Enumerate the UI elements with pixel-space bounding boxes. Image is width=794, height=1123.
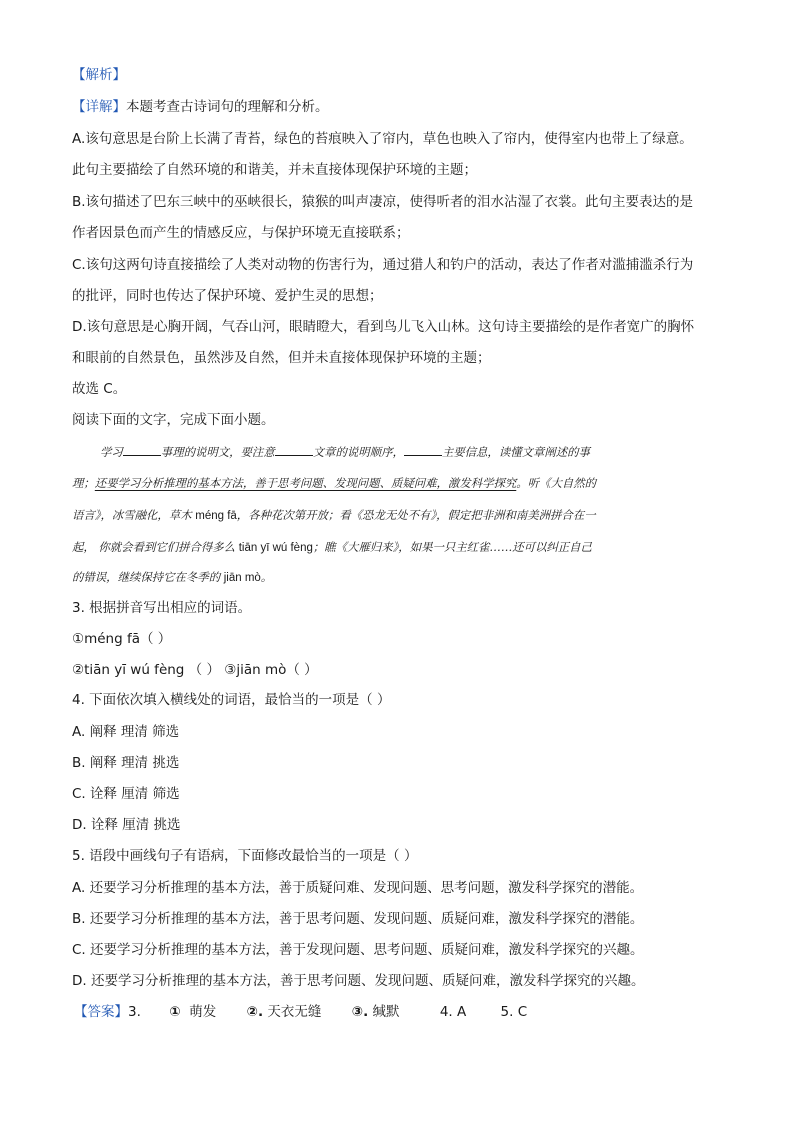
q4-option-d: D. 诠释 厘清 挑选 bbox=[72, 817, 181, 833]
answer-q4: 4. A bbox=[439, 1004, 467, 1020]
answer-item-3 bbox=[352, 1002, 400, 1022]
q4-stem: 4. 下面依次填入横线处的词语，最恰当的一项是（ ） bbox=[72, 692, 391, 708]
analysis-line-c2: 的批评，同时也传达了保护环境、爱护生灵的思想； bbox=[72, 288, 383, 304]
reading-instruction: 阅读下面的文字，完成下面小题。 bbox=[72, 412, 275, 428]
passage-line-4 bbox=[72, 538, 732, 557]
answer-text: 缄默 bbox=[372, 1004, 400, 1020]
analysis-line-d2: 和眼前的自然景色，虽然涉及自然，但并未直接体现保护环境的主题； bbox=[72, 350, 491, 366]
pinyin-tianyiwufeng: tiān yī wú fèng bbox=[238, 542, 313, 554]
passage-text: 文章的说明顺序， bbox=[312, 445, 404, 459]
passage-text: 起， 你就会看到它们拼合得多么 bbox=[72, 540, 236, 554]
analysis-conclusion: 故选 C。 bbox=[72, 381, 127, 397]
passage-text: 。听《大自然的 bbox=[516, 476, 597, 490]
answer-marker: ②. bbox=[246, 1004, 264, 1020]
passage-text: 理； bbox=[72, 476, 95, 490]
passage-text: 事理的说明文，要注意 bbox=[160, 445, 275, 459]
q4-option-b: B. 阐释 理清 挑选 bbox=[72, 755, 180, 771]
analysis-line-b2: 作者因景色而产生的情感反应，与保护环境无直接联系； bbox=[72, 225, 410, 241]
answer-marker: ③. bbox=[351, 1004, 369, 1020]
passage-line-5 bbox=[72, 568, 732, 587]
answer-label: 【答案】 bbox=[74, 1004, 128, 1020]
detail-label: 【详解】 bbox=[72, 99, 126, 115]
analysis-line-b1: B.该句描述了巴东三峡中的巫峡很长，猿猴的叫声凄凉，使得听者的泪水沾湿了衣裳。此句主要表达的是 bbox=[72, 194, 694, 210]
analysis-line-a1: A.该句意思是台阶上长满了青苔，绿色的苔痕映入了帘内，草色也映入了帘内，使得室内也带上了绿意。 bbox=[72, 131, 693, 147]
answer-text: 天衣无缝 bbox=[267, 1004, 322, 1020]
passage-text: 。 bbox=[260, 570, 273, 584]
fill-blank-1 bbox=[123, 442, 161, 456]
q5-stem: 5. 语段中画线句子有语病，下面修改最恰当的一项是（ ） bbox=[72, 848, 418, 864]
q5-option-c: C. 还要学习分析推理的基本方法，善于发现问题、思考问题、质疑问难，激发科学探究的兴趣。 bbox=[72, 942, 644, 958]
q3-item-1: ①méng fā（ ） bbox=[72, 631, 172, 647]
passage-text: 学习 bbox=[100, 445, 123, 459]
passage-text: 主要信息，读懂文章阐述的事 bbox=[441, 445, 590, 459]
analysis-heading: 【解析】 bbox=[72, 67, 126, 83]
q4-option-c: C. 诠释 厘清 筛选 bbox=[72, 786, 180, 802]
q5-option-a: A. 还要学习分析推理的基本方法，善于质疑问难、发现问题、思考问题，激发科学探究的潜能。 bbox=[72, 880, 644, 896]
passage-text: 语言》，冰雪融化，草木 bbox=[72, 508, 192, 522]
answer-marker: ① bbox=[169, 1004, 181, 1020]
passage-line-3 bbox=[72, 506, 732, 525]
passage-text: ，各种花次第开放；看《恐龙无处不有》，假定把非洲和南美洲拼合在一 bbox=[236, 508, 596, 522]
q5-option-b: B. 还要学习分析推理的基本方法，善于思考问题、发现问题、质疑问难，激发科学探究的潜能。 bbox=[72, 911, 644, 927]
analysis-line-a2: 此句主要描绘了自然环境的和谐美，并未直接体现保护环境的主题； bbox=[72, 162, 477, 178]
detail-line bbox=[72, 97, 732, 117]
passage-line-1 bbox=[100, 442, 720, 461]
pinyin-mengfa: méng fā bbox=[195, 510, 237, 522]
fill-blank-2 bbox=[275, 442, 313, 456]
underlined-sentence: 还要学习分析推理的基本方法，善于思考问题、发现问题、质疑问难，激发科学探究 bbox=[94, 476, 517, 490]
answer-item-1 bbox=[169, 1002, 216, 1022]
answer-item-2 bbox=[247, 1002, 322, 1022]
answer-q5: 5. C bbox=[500, 1004, 528, 1020]
pinyin-jianmo: jiān mò bbox=[223, 572, 261, 584]
analysis-line-c1: C.该句这两句诗直接描绘了人类对动物的伤害行为，通过猎人和钓户的活动，表达了作者对滥捕滥杀行为 bbox=[72, 257, 694, 273]
answer-q3-num: 3. bbox=[128, 1004, 141, 1020]
q3-item-2: ②tiān yī wú fèng （ ） ③jiān mò（ ） bbox=[72, 662, 318, 678]
q5-option-d: D. 还要学习分析推理的基本方法，善于思考问题、发现问题、质疑问难，激发科学探究的兴趣。 bbox=[72, 973, 645, 989]
q3-stem: 3. 根据拼音写出相应的词语。 bbox=[72, 600, 252, 616]
passage-text: 的错误，继续保持它在冬季的 bbox=[72, 570, 221, 584]
fill-blank-3 bbox=[404, 442, 442, 456]
analysis-line-d1: D.该句意思是心胸开阔，气吞山河，眼睛瞪大，看到鸟儿飞入山林。这句诗主要描绘的是作者宽广的胸怀 bbox=[72, 319, 695, 335]
answer-line bbox=[74, 1002, 734, 1022]
answer-text: 萌发 bbox=[189, 1004, 217, 1020]
detail-intro: 本题考查古诗词句的理解和分析。 bbox=[126, 99, 329, 115]
passage-text: ；瞧《大雁归来》，如果一只主红雀……还可以纠正自己 bbox=[312, 540, 592, 554]
q4-option-a: A. 阐释 理清 筛选 bbox=[72, 724, 180, 740]
passage-line-2 bbox=[72, 474, 732, 492]
